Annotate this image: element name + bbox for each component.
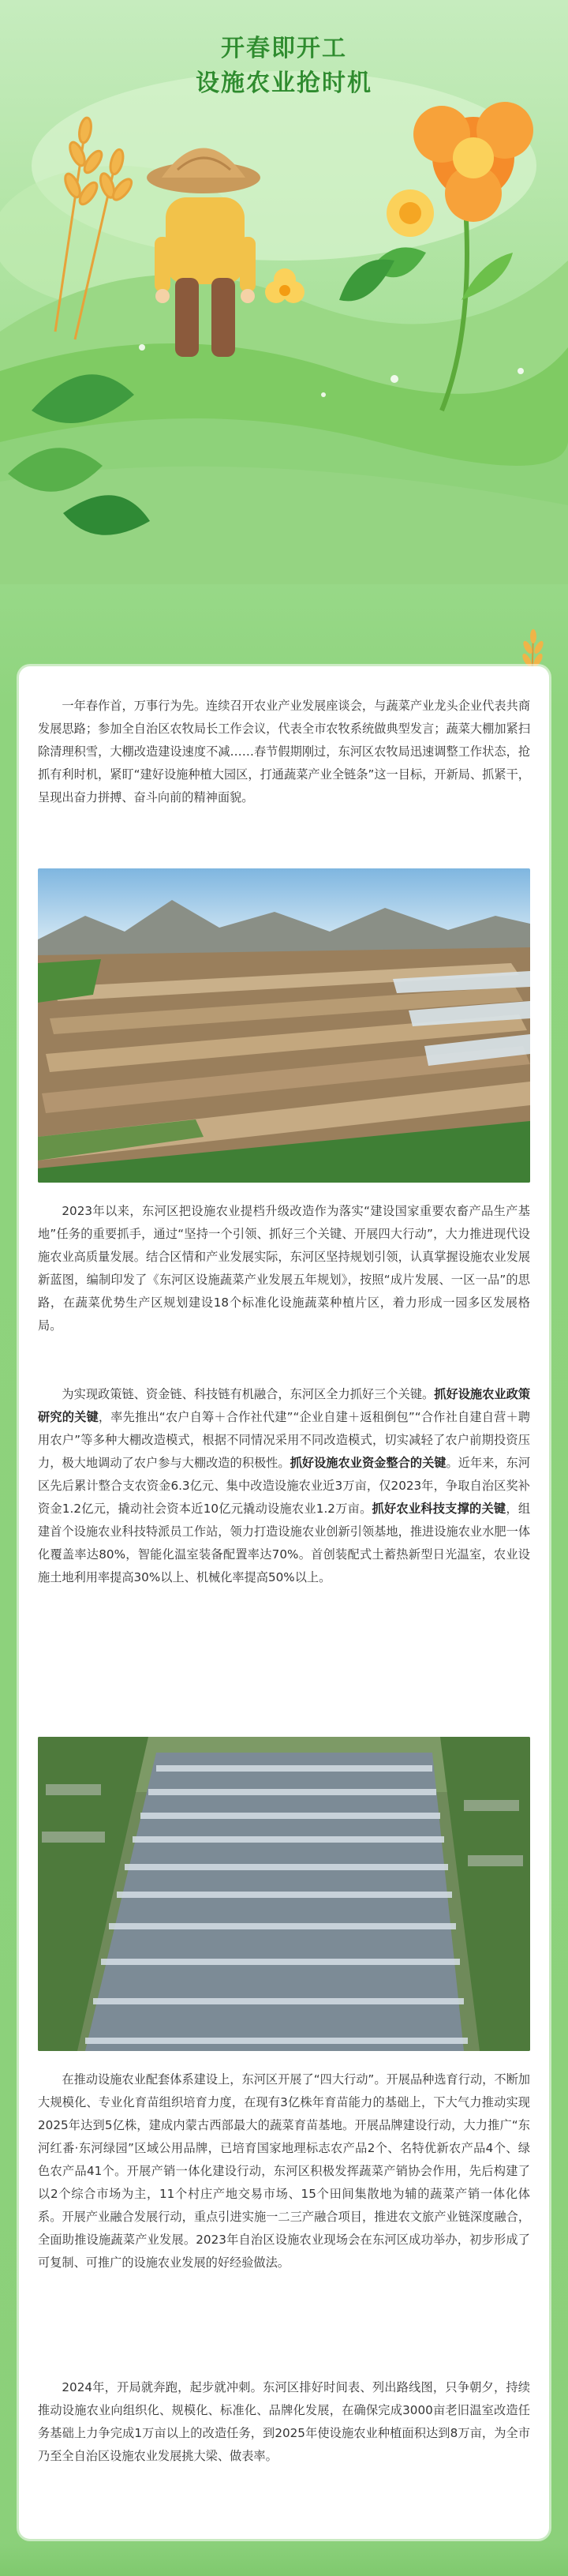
p3-key-1: 抓好设施农业政策研究的关键	[38, 1387, 531, 1424]
p3-text-c: ，率先推出“农户自筹＋合作社代建”“企业自建＋返租倒包”“合作社自建自营＋聘用农户”等多种大棚改造模式，根据不同情况采用不同改造模式，切实减轻了农户前期投资压力，极大地调动了农户参与大棚改造的积极性。	[38, 1410, 531, 1470]
p3-text-e: 。近年来，东河区先后累计整合支农资金6.3亿元、集中改造设施农业近3万亩，仅2023年，争取自治区奖补资金1.2亿元，撬动社会资本近10亿元撬动设施农业1.2万亩。	[38, 1456, 531, 1516]
footer-background	[0, 2544, 568, 2576]
p3-key-3: 抓好农业科技支撑的关键	[372, 1502, 506, 1516]
p3-text-a: 为实现政策链、资金链、科技链有机融合，东河区全力抓好三个关键。	[62, 1387, 435, 1401]
page-title	[0, 32, 568, 101]
greenhouse-aerial-photo-2	[38, 1737, 530, 2051]
article-paragraph-5: 2024年，开局就奔跑，起步就冲刺。东河区排好时间表、列出路线图，只争朝夕，持续推动设施农业向组织化、规模化、标准化、品牌化发展，在确保完成3000亩老旧温室改造任务基础上力争完成1万亩以上的改造任务，到2025年使设施农业种植面积达到8万亩，为全市乃至全自治区设施农业发展挑大梁、做表率。	[38, 2380, 530, 2463]
p3-text-g: ，组建首个设施农业科技特派员工作站，领力打造设施农业创新引领基地，推进设施农业水肥一体化覆盖率达80%，智能化温室装备配置率达70%。首创装配式土蓄热新型日光温室，农业设施土地利用率提高30%以上、机械化率提高50%以上。	[38, 1502, 531, 1584]
article-paragraph-3	[38, 1383, 530, 1589]
title-line-1: 开春即开工	[221, 35, 347, 62]
small-flower-icon	[265, 268, 305, 303]
article-paragraph-2: 2023年以来，东河区把设施农业提档升级改造作为落实“建设国家重要农畜产品生产基地”任务的重要抓手，通过“坚持一个引领、抓好三个关键、开展四大行动”，大力推进现代设施农业高质量发展。结合区情和产业发展实际，东河区坚持规划引领，认真掌握设施农业发展新蓝图，编制印发了《东河区设施蔬菜产业发展五年规划》，按照“成片发展、一区一品”的思路，在蔬菜优势生产区规划建设18个标准化设施蔬菜种植片区，着力形成一园多区发展格局。	[38, 1204, 530, 1333]
article-paragraph-4: 在推动设施农业配套体系建设上，东河区开展了“四大行动”。开展品种选育行动，不断加大规模化、专业化育苗组织培育力度，在现有3亿株年育苗能力的基础上，下大气力推动实现2025年达到5亿株，建成内蒙古西部最大的蔬菜育苗基地。开展品牌建设行动，大力推广“东河红番·东河绿园”区域公用品牌，已培育国家地理标志农产品2个、名特优新农产品4个、绿色农产品41个。开展产销一体化建设行动，东河区积极发挥蔬菜产销协会作用，先后构建了以2个综合市场为主，11个村庄产地交易市场、15个田间集散地为辅的蔬菜产销一体化体系。开展产业融合发展行动，重点引进实施一二三产融合项目，推进农文旅产业链深度融合，全面助推设施蔬菜产业发展。2023年自治区设施农业现场会在东河区成功举办，初步形成了可复制、可推广的设施农业发展的好经验做法。	[38, 2072, 530, 2270]
article-paragraph-1: 一年春作首，万事行为先。连续召开农业产业发展座谈会，与蔬菜产业龙头企业代表共商发展思路；参加全自治区农牧局长工作会议，代表全市农牧系统做典型发言；蔬菜大棚加紧扫除清理积雪，大棚改造建设速度不减……春节假期刚过，东河区农牧局迅速调整工作状态，抢抓有利时机，紧盯“建好设施种植大园区，打通蔬菜产业全链条”这一目标，开新局、抓紧干，呈现出奋力拼搏、奋斗向前的精神面貌。	[38, 699, 530, 804]
header-banner	[0, 0, 568, 584]
title-line-2: 设施农业抢时机	[196, 69, 372, 97]
greenhouse-aerial-photo-1	[38, 868, 530, 1183]
p3-key-2: 抓好设施农业资金整合的关键	[290, 1456, 447, 1470]
